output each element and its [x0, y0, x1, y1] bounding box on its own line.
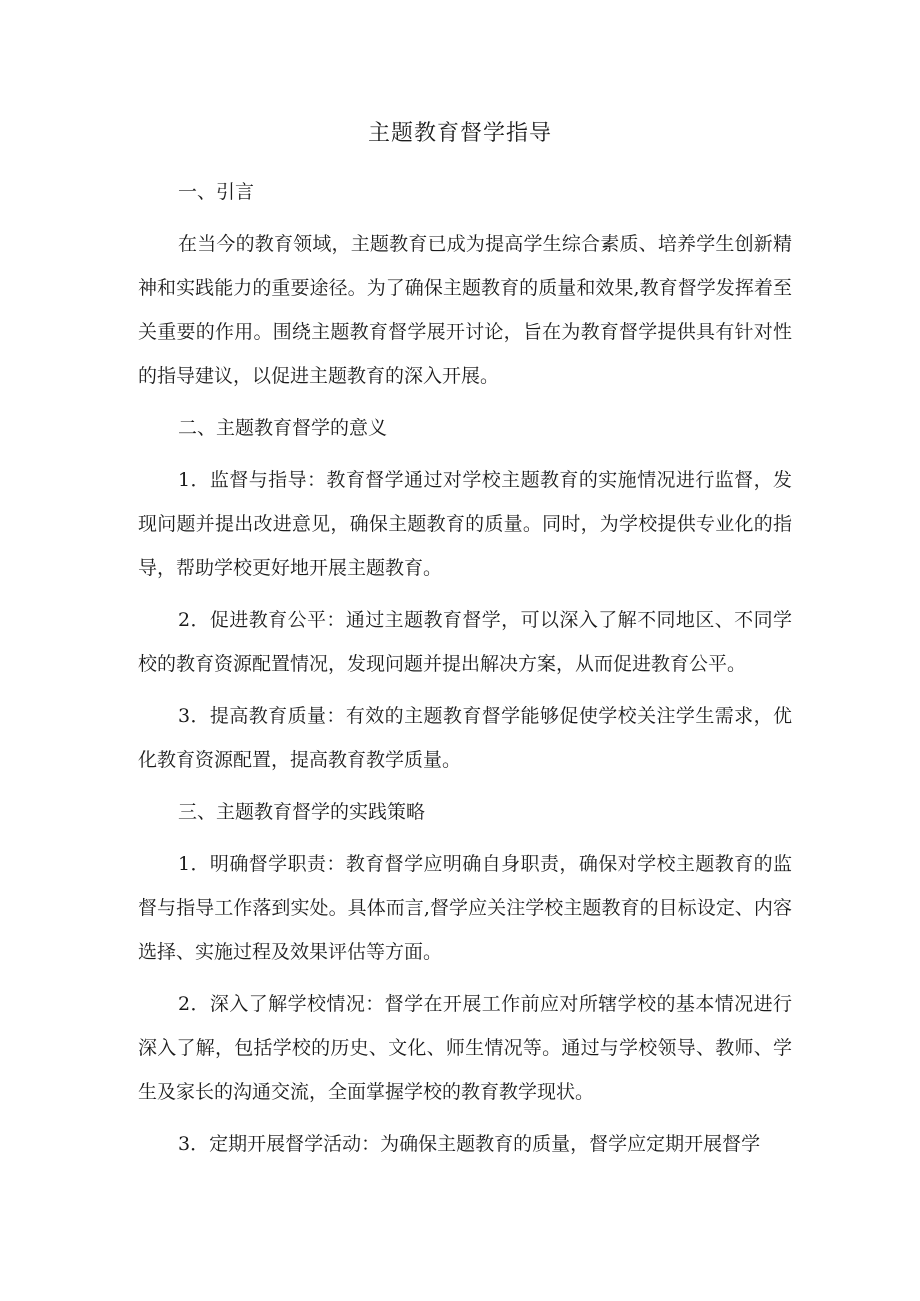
section-significance — [138, 406, 792, 782]
section-introduction — [138, 170, 792, 398]
paragraph: 3．定期开展督学活动：为确保主题教育的质量，督学应定期开展督学 — [178, 1133, 761, 1155]
section-heading: 二、主题教育督学的意义 — [178, 417, 388, 439]
paragraph: 2．深入了解学校情况：督学在开展工作前应对所辖学校的基本情况进行深入了解，包括学校的历史、文化、师生情况等。通过与学校领导、教师、学生及家长的沟通交流，全面掌握学校的教育教学现状。 — [138, 993, 792, 1103]
section-strategies — [138, 790, 792, 1166]
paragraph: 1．明确督学职责：教育督学应明确自身职责，确保对学校主题教育的监督与指导工作落到实处。具体而言,督学应关注学校主题教育的目标设定、内容选择、实施过程及效果评估等方面。 — [138, 853, 792, 963]
document-body — [138, 170, 792, 1174]
section-heading: 一、引言 — [178, 181, 255, 203]
document-title: 主题教育督学指导 — [367, 121, 552, 146]
paragraph: 在当今的教育领域，主题教育已成为提高学生综合素质、培养学生创新精神和实践能力的重要途径。为了确保主题教育的质量和效果,教育督学发挥着至关重要的作用。围绕主题教育督学展开讨论，旨在为教育督学提供具有针对性的指导建议，以促进主题教育的深入开展。 — [138, 233, 792, 387]
paragraph: 3．提高教育质量：有效的主题教育督学能够促使学校关注学生需求，优化教育资源配置，提高教育教学质量。 — [138, 705, 792, 771]
paragraph: 2．促进教育公平：通过主题教育督学，可以深入了解不同地区、不同学校的教育资源配置情况，发现问题并提出解决方案，从而促进教育公平。 — [138, 609, 792, 675]
paragraph: 1．监督与指导：教育督学通过对学校主题教育的实施情况进行监督，发现问题并提出改进意见，确保主题教育的质量。同时，为学校提供专业化的指导，帮助学校更好地开展主题教育。 — [138, 469, 792, 579]
section-heading: 三、主题教育督学的实践策略 — [178, 801, 426, 823]
